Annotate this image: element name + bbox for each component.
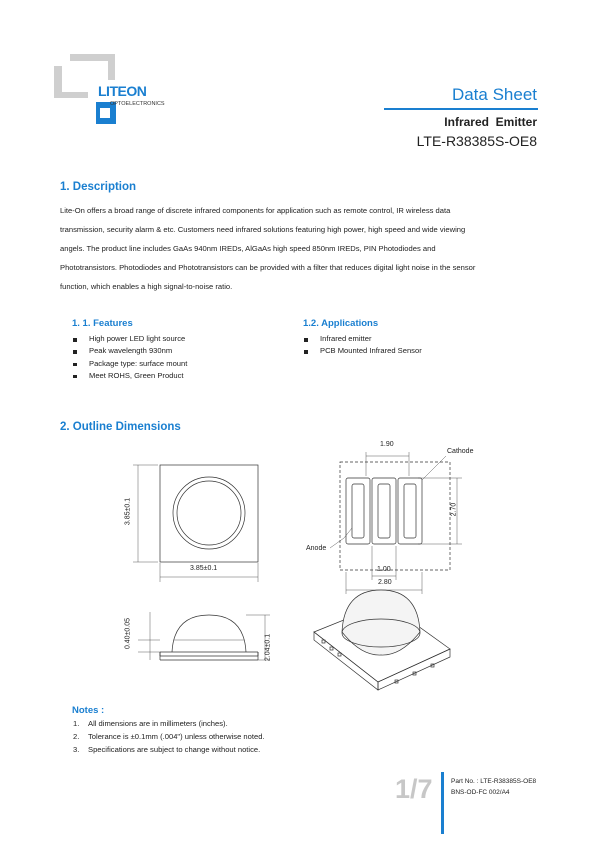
anode-label: Anode (306, 545, 327, 552)
note-item: 3. Specifications are subject to change without notice. (73, 745, 261, 754)
footer-rule (441, 772, 444, 834)
description-line: Phototransistors. Photodiodes and Phototransistors can be provided with a filter that reduces digital light noise in the sensor (60, 263, 476, 272)
product-type: Infrared Emitter (444, 115, 537, 129)
dimension-label: 2.04±0.1 (264, 633, 272, 662)
dimension-label: 2.80 (378, 579, 392, 586)
footer-part-number: Part No. : LTE-R38385S-OE8 (451, 778, 537, 785)
dimension-label: 2.70 (450, 502, 458, 517)
notes-heading: Notes : (72, 705, 105, 716)
list-item: PCB Mounted Infrared Sensor (303, 345, 523, 357)
notes-list (73, 717, 373, 756)
page-number: 1/7 (395, 774, 433, 804)
list-item: Infrared emitter (303, 333, 523, 345)
dimension-label: 1.00 (377, 566, 391, 573)
note-item: 1. All dimensions are in millimeters (inches). (73, 719, 228, 728)
side-view-drawing (138, 612, 270, 660)
description-line: Lite-On offers a broad range of discrete infrared components for application such as remote control, IR wireless data (60, 206, 451, 215)
description-line: transmission, security alarm & etc. Customers need infrared solutions featuring high power, high speed and wide viewing (60, 225, 466, 234)
footer-code: BNS-OD-FC 002/A4 (451, 789, 510, 796)
outline-heading: 2. Outline Dimensions (60, 421, 181, 433)
doc-type: Data Sheet (451, 85, 537, 104)
isometric-view-drawing (314, 590, 450, 690)
list-item: Package type: surface mount (72, 358, 272, 370)
description-line: function, which enables a high signal-to-noise ratio. (60, 282, 233, 291)
description-heading: 1. Description (60, 181, 137, 193)
list-item: High power LED light source (72, 333, 272, 345)
pad-view-drawing (330, 452, 462, 594)
applications-heading: 1.2. Applications (303, 318, 379, 329)
features-heading: 1. 1. Features (72, 318, 133, 329)
cathode-label: Cathode (447, 448, 474, 455)
brand-subtitle: OPTOELECTRONICS (110, 101, 165, 107)
brand-name: LITEON (98, 83, 147, 99)
dimension-label: 3.85±0.1 (124, 497, 132, 526)
description-line: angels. The product line includes GaAs 940nm IREDs, AlGaAs high speed 850nm IREDs, PIN Photodiodes and (60, 244, 436, 253)
list-item: Meet ROHS, Green Product (72, 370, 272, 382)
list-item: Peak wavelength 930nm (72, 345, 272, 357)
dimension-label: 0.40±0.05 (124, 617, 132, 650)
note-item: 2. Tolerance is ±0.1mm (.004") unless otherwise noted. (73, 732, 265, 741)
dimension-label: 3.85±0.1 (190, 565, 218, 572)
dimension-label: 1.90 (380, 441, 394, 448)
part-number: LTE-R38385S-OE8 (416, 133, 537, 149)
